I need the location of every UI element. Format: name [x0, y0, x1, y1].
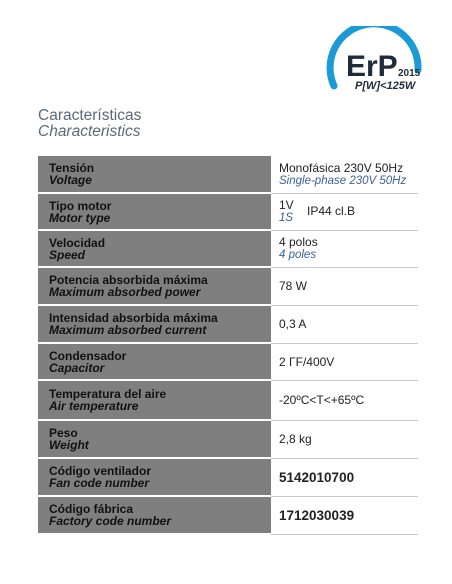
- erp-logo: [318, 26, 426, 102]
- label-es: Velocidad: [49, 235, 106, 250]
- value-cell: [271, 156, 418, 194]
- label-es: Potencia absorbida máxima: [49, 273, 208, 287]
- label-cell: [38, 344, 271, 381]
- label-en: Motor type: [49, 210, 111, 225]
- value-primary: 2,8 kg: [279, 432, 312, 446]
- logo-year: 2015: [398, 68, 421, 79]
- label-en: Air temperature: [49, 399, 139, 413]
- label-en: Maximum absorbed power: [49, 285, 201, 299]
- heading-es: Características: [38, 107, 142, 124]
- value-secondary: Single-phase 230V 50Hz: [279, 174, 407, 187]
- label-es: Código ventilador: [49, 464, 151, 478]
- value-primary: Monofásica 230V 50Hz: [279, 160, 404, 175]
- row-air-temperature: [38, 381, 418, 421]
- value-cell: [271, 381, 418, 421]
- value-secondary: 1S: [279, 212, 294, 224]
- row-speed: [38, 231, 418, 268]
- label-cell: [38, 306, 271, 344]
- label-en: Weight: [49, 438, 89, 452]
- label-cell: [38, 194, 271, 231]
- value-cell: [271, 344, 418, 381]
- value-cell: [271, 459, 418, 497]
- row-weight: [38, 421, 418, 459]
- label-es: Tipo motor: [49, 198, 112, 213]
- label-cell: [38, 459, 271, 497]
- row-power: [38, 268, 418, 306]
- spec-table: [38, 156, 418, 535]
- erp-logo-graphic: [318, 26, 426, 102]
- value-cell: [271, 268, 418, 306]
- logo-limit: P[W]<125W: [355, 80, 416, 92]
- label-es: Código fábrica: [49, 502, 134, 516]
- label-es: Tensión: [49, 161, 95, 175]
- section-heading: [38, 108, 141, 140]
- label-cell: [38, 421, 271, 459]
- value-cell: [271, 497, 418, 535]
- row-capacitor: [38, 344, 418, 381]
- value-primary: 78 W: [279, 279, 308, 293]
- heading-en: Characteristics: [38, 123, 141, 140]
- row-voltage: [38, 156, 418, 194]
- label-es: Peso: [49, 426, 78, 440]
- label-es: Condensador: [49, 348, 127, 363]
- value-secondary: 4 poles: [279, 249, 317, 261]
- value-cell: [271, 194, 418, 231]
- label-en: Fan code number: [49, 476, 150, 490]
- label-es: Intensidad absorbida máxima: [49, 311, 218, 325]
- row-factory-code: [38, 497, 418, 535]
- value-protection: IP44 cl.B: [307, 204, 356, 218]
- label-cell: [38, 381, 271, 421]
- label-cell: [38, 268, 271, 306]
- value-cell: [271, 231, 418, 268]
- label-cell: [38, 231, 271, 268]
- label-en: Voltage: [49, 173, 92, 187]
- label-en: Capacitor: [49, 360, 105, 375]
- label-en: Maximum absorbed current: [49, 323, 207, 337]
- value-primary: 1V: [279, 198, 294, 212]
- value-primary: 0,3 A: [279, 317, 307, 331]
- motor-values: [279, 199, 418, 225]
- row-current: [38, 306, 418, 344]
- value-primary: 1712030039: [279, 508, 355, 523]
- label-es: Temperatura del aire: [49, 387, 167, 401]
- row-fan-code: [38, 459, 418, 497]
- label-cell: [38, 156, 271, 194]
- logo-brand: ErP: [346, 50, 398, 83]
- value-cell: [271, 306, 418, 344]
- value-primary: 4 polos: [279, 235, 318, 249]
- row-motor-type: [38, 194, 418, 231]
- value-primary: 5142010700: [279, 470, 355, 485]
- value-primary: 2 ΓF/400V: [279, 354, 335, 369]
- value-cell: [271, 421, 418, 459]
- label-en: Factory code number: [49, 514, 172, 528]
- value-primary: -20ºC<T<+65ºC: [279, 393, 365, 407]
- label-en: Speed: [49, 247, 86, 262]
- label-cell: [38, 497, 271, 535]
